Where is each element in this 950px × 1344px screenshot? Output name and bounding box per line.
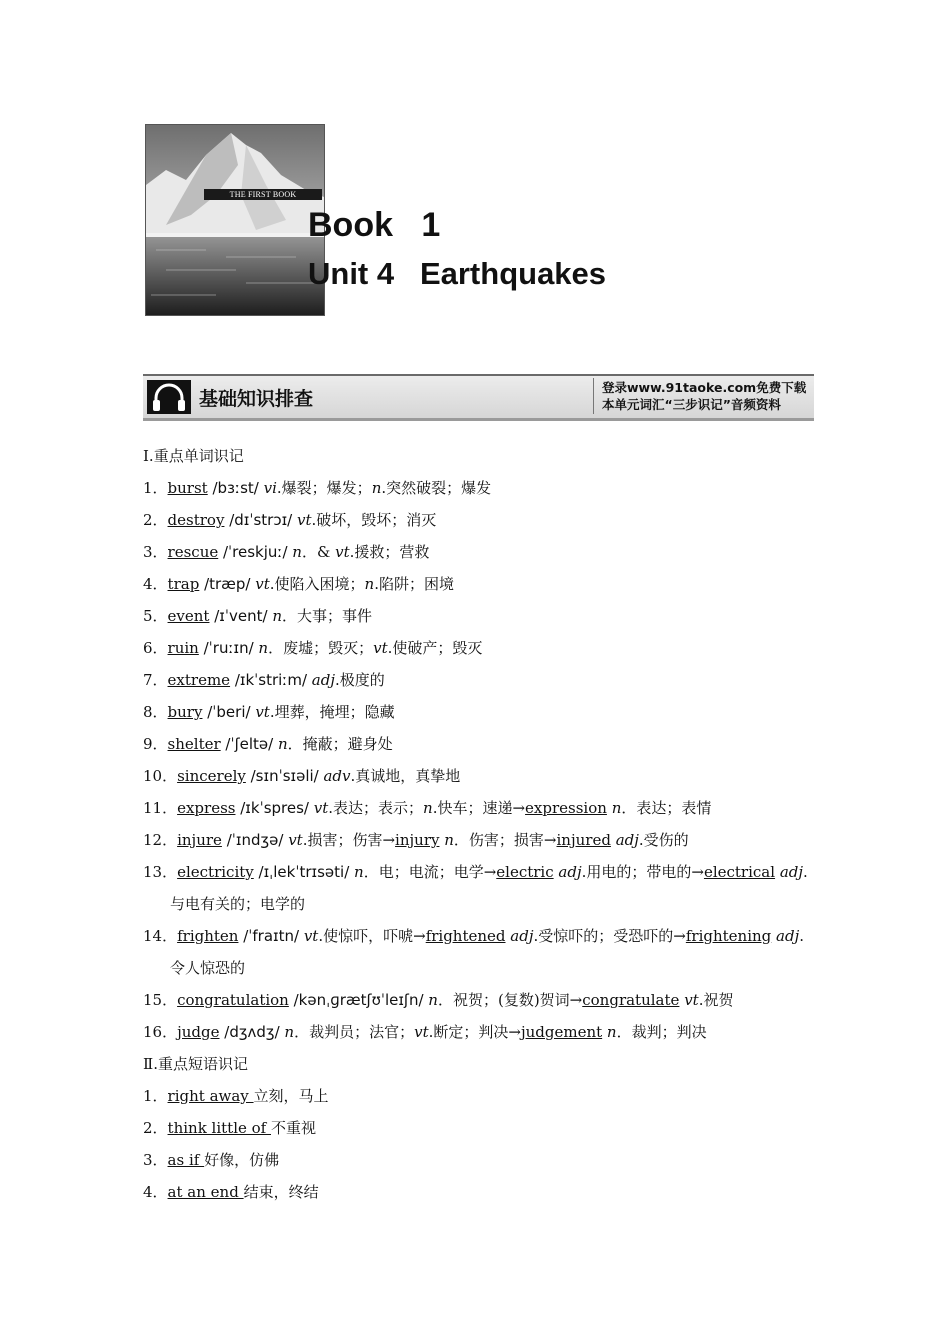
word-entry xyxy=(143,858,823,890)
phonetic: /ɪˌlekˈtrɪsəti/ xyxy=(253,863,355,881)
definition-text: .受惊吓的；受恐吓的→ xyxy=(533,927,686,945)
note-line-1: 登录www.91taoke.com免费下载 xyxy=(602,380,807,395)
phrase-meaning: 不重视 xyxy=(271,1119,317,1137)
definition-text: .极度的 xyxy=(335,671,385,689)
phonetic: /dʒʌdʒ/ xyxy=(219,1023,285,1041)
part-of-speech: adj xyxy=(776,927,800,945)
banner-title: 基础知识排查 xyxy=(199,388,314,410)
word-entry xyxy=(143,570,823,602)
word-entry xyxy=(143,698,823,730)
part-of-speech: vt xyxy=(335,543,350,561)
headword: event xyxy=(167,607,210,625)
phonetic: /ˈfraɪtn/ xyxy=(238,927,304,945)
definition-text: .爆裂；爆发； xyxy=(276,479,372,497)
definition-text: .使惊吓，吓唬→ xyxy=(318,927,426,945)
word-entry xyxy=(143,1018,823,1050)
phrase-entry xyxy=(143,1146,823,1178)
definition-text: ．大事；事件 xyxy=(281,607,372,625)
entry-number: 2． xyxy=(143,511,168,529)
part-of-speech: n xyxy=(371,479,382,497)
derived-word: frightened xyxy=(425,927,506,945)
headword: express xyxy=(177,799,236,817)
headword: bury xyxy=(167,703,203,721)
entry-number: 5． xyxy=(143,607,168,625)
entry-number: 10． xyxy=(143,767,178,785)
part-of-speech: vt xyxy=(288,831,303,849)
definition-text: ．祝贺；(复数)贺词→ xyxy=(437,991,583,1009)
definition-text: .真诚地，真挚地 xyxy=(350,767,461,785)
headword: shelter xyxy=(167,735,221,753)
phonetic: /ɪˈvent/ xyxy=(209,607,273,625)
definition-text: .损害；伤害→ xyxy=(302,831,396,849)
phonetic: /dɪˈstrɔɪ/ xyxy=(224,511,297,529)
section-heading-phrases: Ⅱ.重点短语识记 xyxy=(143,1055,248,1073)
headword: destroy xyxy=(167,511,225,529)
cover-band-label: THE FIRST BOOK xyxy=(204,189,322,200)
phrase: as if xyxy=(167,1151,205,1169)
banner-divider xyxy=(593,378,594,414)
part-of-speech: n xyxy=(284,1023,295,1041)
derived-word: electric xyxy=(496,863,554,881)
derived-word: injury xyxy=(395,831,440,849)
part-of-speech: n xyxy=(364,575,375,593)
headword: trap xyxy=(167,575,200,593)
phrase-entry xyxy=(143,1178,823,1210)
iceberg-illustration xyxy=(146,125,324,315)
definition-text: .表达；表示； xyxy=(328,799,424,817)
definition-text: .断定；判决→ xyxy=(428,1023,521,1041)
definition-continuation: 与电有关的；电学的 xyxy=(170,895,306,913)
headword: judge xyxy=(177,1023,220,1041)
part-of-speech: n xyxy=(272,607,282,625)
phonetic: /sɪnˈsɪəli/ xyxy=(245,767,324,785)
part-of-speech: vt xyxy=(296,511,312,529)
part-of-speech: vt xyxy=(684,991,699,1009)
phrase-entry xyxy=(143,1082,823,1114)
entry-number: 11． xyxy=(143,799,178,817)
derived-word: expression xyxy=(525,799,607,817)
entry-number: 12． xyxy=(143,831,178,849)
headword: extreme xyxy=(167,671,231,689)
word-entry xyxy=(143,986,823,1018)
word-entry xyxy=(143,538,823,570)
entry-number: 16． xyxy=(143,1023,178,1041)
vocabulary-content xyxy=(143,442,823,1210)
headword: ruin xyxy=(167,639,199,657)
cover-image xyxy=(145,124,325,316)
definition-text: .使破产；毁灭 xyxy=(387,639,483,657)
part-of-speech: vt xyxy=(255,575,270,593)
definition-text: .使陷入困境； xyxy=(269,575,365,593)
phonetic: /ˈreskjuː/ xyxy=(218,543,293,561)
entry-number: 6． xyxy=(143,639,168,657)
part-of-speech: adj xyxy=(510,927,534,945)
part-of-speech: vt xyxy=(255,703,270,721)
part-of-speech: adj xyxy=(558,863,582,881)
headphones-icon xyxy=(147,380,191,414)
headword: electricity xyxy=(177,863,254,881)
word-entry xyxy=(143,794,823,826)
part-of-speech: n xyxy=(258,639,269,657)
word-entry xyxy=(143,474,823,506)
definition-text: . xyxy=(803,863,808,881)
part-of-speech: n xyxy=(292,543,302,561)
phrase-meaning: 结束，终结 xyxy=(243,1183,319,1201)
entry-number: 14． xyxy=(143,927,178,945)
phrase: right away xyxy=(167,1087,254,1105)
entry-number: 4． xyxy=(143,575,168,593)
part-of-speech: vi xyxy=(263,479,277,497)
entry-number: 4． xyxy=(143,1183,168,1201)
definition-text: ．裁判；判决 xyxy=(616,1023,707,1041)
entry-number: 9． xyxy=(143,735,168,753)
part-of-speech: vt xyxy=(373,639,388,657)
definition-text: ．伤害；损害→ xyxy=(453,831,557,849)
headword: burst xyxy=(167,479,208,497)
section-heading-words: Ⅰ.重点单词识记 xyxy=(143,447,244,465)
definition-text: .受伤的 xyxy=(638,831,689,849)
entry-number: 15． xyxy=(143,991,178,1009)
entry-number: 3． xyxy=(143,543,168,561)
phonetic: /bɜːst/ xyxy=(207,479,264,497)
phonetic: /ˈberi/ xyxy=(202,703,256,721)
derived-word: judgement xyxy=(520,1023,603,1041)
headword: frighten xyxy=(177,927,239,945)
headword: rescue xyxy=(167,543,219,561)
word-entry xyxy=(143,634,823,666)
word-entry xyxy=(143,922,823,954)
definition-text: ．表达；表情 xyxy=(621,799,712,817)
part-of-speech: vt xyxy=(414,1023,429,1041)
phonetic: /ˈʃeltə/ xyxy=(220,735,278,753)
derived-word: frightening xyxy=(685,927,772,945)
note-line-2: 本单元词汇“三步识记”音频资料 xyxy=(602,397,781,412)
entry-number: 13． xyxy=(143,863,178,881)
word-entry xyxy=(143,666,823,698)
part-of-speech: n xyxy=(444,831,454,849)
part-of-speech: adj xyxy=(311,671,335,689)
part-of-speech: n xyxy=(611,799,622,817)
part-of-speech: n xyxy=(354,863,364,881)
headword: sincerely xyxy=(177,767,246,785)
part-of-speech: adv xyxy=(323,767,351,785)
part-of-speech: adj xyxy=(779,863,804,881)
phonetic: /træp/ xyxy=(199,575,256,593)
entry-number: 7． xyxy=(143,671,168,689)
headword: congratulation xyxy=(177,991,289,1009)
phonetic: /ɪkˈspres/ xyxy=(235,799,314,817)
definition-text: .用电的；带电的→ xyxy=(581,863,704,881)
definition-text: .援救；营救 xyxy=(349,543,430,561)
word-entry xyxy=(143,762,823,794)
phrase-meaning: 好像，仿佛 xyxy=(204,1151,280,1169)
part-of-speech: n xyxy=(277,735,288,753)
phrase: at an end xyxy=(167,1183,244,1201)
phonetic: /kənˌɡrætʃʊˈleɪʃn/ xyxy=(288,991,429,1009)
definition-text: .破坏，毁坏；消灭 xyxy=(311,511,437,529)
definition-text: ．掩蔽；避身处 xyxy=(287,735,393,753)
derived-word: electrical xyxy=(703,863,776,881)
definition-text: .快车；速递→ xyxy=(432,799,526,817)
definition-continuation: 令人惊恐的 xyxy=(170,959,246,977)
entry-number: 3． xyxy=(143,1151,168,1169)
definition-text: ．& xyxy=(301,543,336,561)
word-list xyxy=(143,474,823,1050)
phrase-list xyxy=(143,1082,823,1210)
book-title: Book 1 xyxy=(308,206,441,244)
part-of-speech: n xyxy=(428,991,438,1009)
part-of-speech: vt xyxy=(313,799,329,817)
definition-text: .突然破裂；爆发 xyxy=(381,479,492,497)
phrase-entry xyxy=(143,1114,823,1146)
definition-text: .埋葬，掩埋；隐藏 xyxy=(269,703,395,721)
unit-title: Unit 4 Earthquakes xyxy=(308,256,607,291)
definition-text: ．废墟；毁灭； xyxy=(268,639,374,657)
definition-text: ．电；电流；电学→ xyxy=(363,863,497,881)
phrase-meaning: 立刻，马上 xyxy=(253,1087,329,1105)
phrase: think little of xyxy=(167,1119,271,1137)
entry-number: 1． xyxy=(143,1087,168,1105)
definition-text: . xyxy=(799,927,805,945)
word-entry xyxy=(143,602,823,634)
derived-word: injured xyxy=(556,831,611,849)
definition-text: .祝贺 xyxy=(698,991,734,1009)
definition-text: .陷阱；困境 xyxy=(374,575,454,593)
section-banner xyxy=(143,374,814,421)
entry-number: 1． xyxy=(143,479,168,497)
derived-word: congratulate xyxy=(582,991,680,1009)
audio-download-note xyxy=(602,379,806,413)
word-entry xyxy=(143,506,823,538)
word-entry xyxy=(143,730,823,762)
definition-text: ．裁判员；法官； xyxy=(294,1023,415,1041)
phonetic: /ˈruːɪn/ xyxy=(198,639,259,657)
entry-number: 2． xyxy=(143,1119,168,1137)
part-of-speech: adj xyxy=(615,831,639,849)
headword: injure xyxy=(177,831,222,849)
part-of-speech: vt xyxy=(303,927,319,945)
entry-number: 8． xyxy=(143,703,168,721)
phonetic: /ˈɪndʒə/ xyxy=(221,831,289,849)
word-entry xyxy=(143,826,823,858)
part-of-speech: n xyxy=(423,799,433,817)
phonetic: /ɪkˈstriːm/ xyxy=(230,671,312,689)
part-of-speech: n xyxy=(606,1023,617,1041)
